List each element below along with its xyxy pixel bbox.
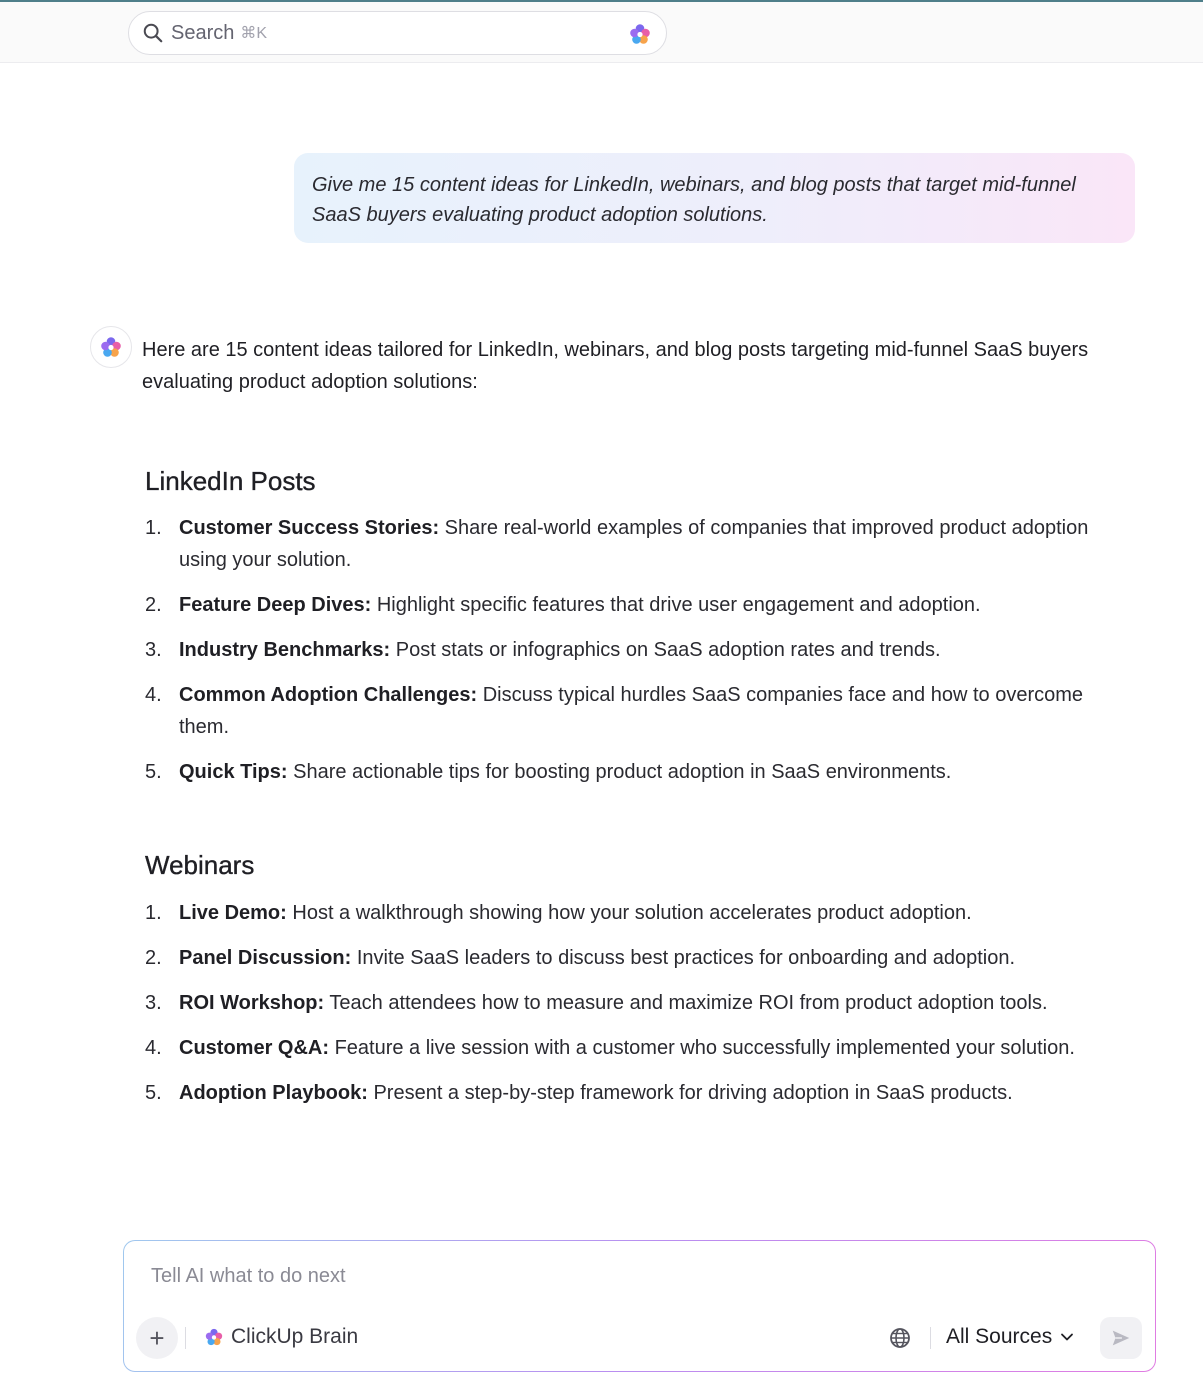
idea-text: Present a step-by-step framework for driving adoption in SaaS products. [373, 1082, 1013, 1104]
linkedin-ideas-list [145, 512, 1100, 801]
ai-composer [123, 1240, 1156, 1372]
list-item [145, 512, 1100, 576]
list-number: 1. [145, 517, 162, 539]
idea-title: Feature Deep Dives: [179, 594, 372, 616]
idea-title: Adoption Playbook: [179, 1082, 368, 1104]
list-number: 3. [145, 639, 162, 661]
chevron-down-icon [1060, 1330, 1074, 1344]
list-item [145, 942, 1100, 974]
clickup-brain-icon [99, 335, 123, 359]
clickup-brain-label: ClickUp Brain [231, 1325, 359, 1348]
webinar-ideas-list [145, 897, 1100, 1122]
idea-title: Customer Success Stories: [179, 517, 440, 539]
search-bar[interactable] [128, 11, 667, 55]
sources-label: All Sources [946, 1325, 1053, 1348]
idea-text: Discuss typical hurdles SaaS companies face and how to overcome them. [179, 684, 1084, 738]
list-number: 4. [145, 1037, 162, 1059]
idea-title: Quick Tips: [179, 761, 288, 783]
list-item [145, 589, 1100, 621]
clickup-brain-icon[interactable] [628, 22, 652, 46]
section-heading-linkedin: LinkedIn Posts [145, 466, 316, 496]
add-button[interactable]: + [136, 1317, 178, 1359]
composer-divider [930, 1327, 931, 1349]
idea-text: Post stats or infographics on SaaS adoption rates and trends. [395, 639, 941, 661]
list-number: 3. [145, 992, 162, 1014]
list-number: 2. [145, 947, 162, 969]
top-bar [0, 2, 1203, 63]
send-button[interactable] [1100, 1317, 1142, 1359]
sources-dropdown[interactable] [946, 1325, 1074, 1349]
list-number: 2. [145, 594, 162, 616]
composer-inner [124, 1241, 1155, 1371]
list-item [145, 1032, 1100, 1064]
idea-text: Highlight specific features that drive user engagement and adoption. [376, 594, 981, 616]
idea-text: Invite SaaS leaders to discuss best practices for onboarding and adoption. [356, 947, 1016, 969]
search-placeholder: Search [171, 21, 235, 44]
list-number: 5. [145, 1082, 162, 1104]
list-item [145, 756, 1100, 788]
ai-response-intro: Here are 15 content ideas tailored for LinkedIn, webinars, and blog posts targeting mid-funnel SaaS buyers evaluating product adoption solutions: [142, 339, 1089, 393]
idea-title: ROI Workshop: [179, 992, 325, 1014]
list-item [145, 1077, 1100, 1109]
search-shortcut: ⌘K [240, 25, 268, 42]
list-item [145, 987, 1100, 1019]
idea-text: Host a walkthrough showing how your solution accelerates product adoption. [292, 902, 972, 924]
send-icon [1110, 1327, 1132, 1349]
composer-divider [185, 1327, 186, 1349]
idea-title: Industry Benchmarks: [179, 639, 391, 661]
list-number: 5. [145, 761, 162, 783]
composer-input[interactable] [151, 1265, 1051, 1288]
user-message-bubble: Give me 15 content ideas for LinkedIn, webinars, and blog posts that target mid-funnel SaaS buyers evaluating product adoption solutions. [294, 153, 1135, 243]
idea-text: Share actionable tips for boosting product adoption in SaaS environments. [293, 761, 952, 783]
search-icon [142, 22, 164, 44]
idea-text: Teach attendees how to measure and maximize ROI from product adoption tools. [329, 992, 1048, 1014]
idea-text: Share real-world examples of companies that improved product adoption using your solution. [179, 517, 1089, 571]
idea-title: Customer Q&A: [179, 1037, 330, 1059]
list-item [145, 897, 1100, 929]
idea-title: Common Adoption Challenges: [179, 684, 478, 706]
ai-avatar [90, 326, 132, 368]
clickup-brain-selector[interactable] [204, 1325, 358, 1349]
list-number: 1. [145, 902, 162, 924]
list-item [145, 679, 1100, 743]
list-item [145, 634, 1100, 666]
idea-title: Live Demo: [179, 902, 287, 924]
section-heading-webinars: Webinars [145, 850, 255, 880]
globe-icon[interactable] [888, 1326, 912, 1350]
list-number: 4. [145, 684, 162, 706]
idea-text: Feature a live session with a customer who successfully implemented your solution. [334, 1037, 1075, 1059]
clickup-brain-icon [204, 1327, 224, 1347]
idea-title: Panel Discussion: [179, 947, 352, 969]
